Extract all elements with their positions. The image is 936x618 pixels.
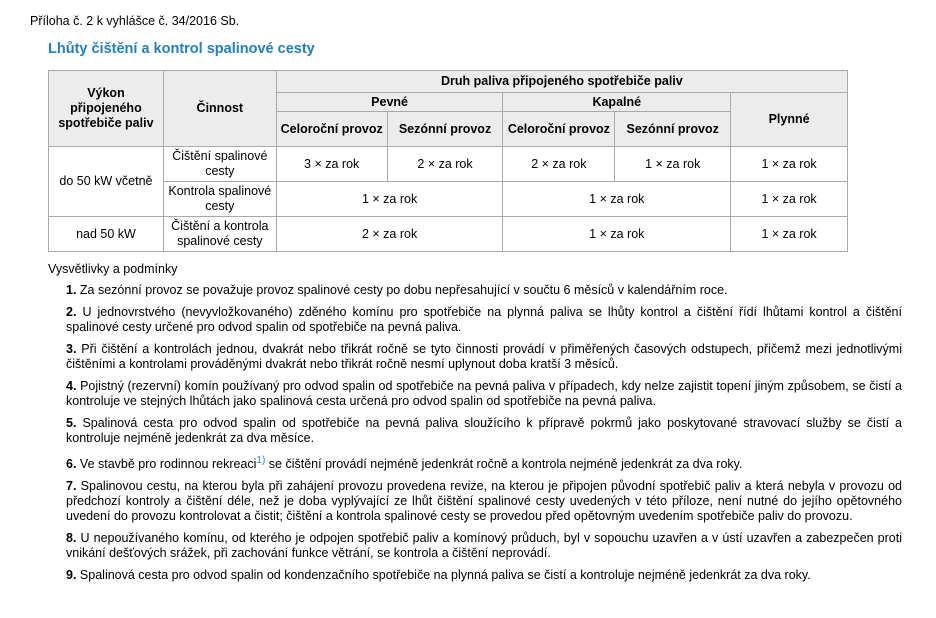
- table-cell: 1 × za rok: [731, 217, 848, 252]
- table-cell: 2 × za rok: [276, 217, 503, 252]
- sub-header-solid-yearround: Celoroční provoz: [276, 112, 387, 147]
- document-header: Příloha č. 2 k vyhlášce č. 34/2016 Sb.: [30, 14, 240, 28]
- table-cell: 1 × za rok: [503, 217, 731, 252]
- row-label-over-50kw: nad 50 kW: [49, 217, 164, 252]
- table-cell: 1 × za rok: [731, 182, 848, 217]
- col-header-output: Výkon připojeného spotřebiče paliv: [49, 71, 164, 147]
- note-item: 1. Za sezónní provoz se považuje provoz spalinové cesty po dobu nepřesahující v součtu 6 měsíců v kalendářním roce.: [66, 283, 728, 297]
- group-header-liquid: Kapalné: [503, 93, 731, 112]
- note-item: 8. U nepoužívaného komínu, od kterého je odpojen spotřebič paliv a komínový průduch, byl v sopouchu uzavřen a v ústí uzavřen a zabezpečen proti vnikání dešťových srážek, při zachování funkce větrání, se kontrola a čištění neprovádí.: [66, 531, 902, 561]
- note-item: 3. Při čištění a kontrolách jednou, dvakrát nebo třikrát ročně se tyto činnosti provádí v přiměřených časových odstupech, přičemž mezi jednotlivými čištěními a kontrolami prováděnými dvakrát nebo třikrát ročně nesmí uplynout doba kratší 3 měsíců.: [66, 342, 902, 371]
- activity-cleaning-inspection: Čištění a kontrola spalinové cesty: [163, 217, 276, 252]
- group-header-solid: Pevné: [276, 93, 503, 112]
- col-header-fuel-type: Druh paliva připojeného spotřebiče paliv: [276, 71, 847, 93]
- note-item: 4. Pojistný (rezervní) komín používaný pro odvod spalin od spotřebiče na pevná paliva v případech, kdy nelze zajistit topení jiným způsobem, se čistí a kontroluje ve stejných lhůtách jako spalinová cesta určená pro odvod spalin od spotřebiče na pevná paliva.: [66, 379, 902, 408]
- table-cell: 1 × za rok: [615, 147, 731, 182]
- row-label-under-50kw: do 50 kW včetně: [49, 147, 164, 217]
- sub-header-liquid-yearround: Celoroční provoz: [503, 112, 615, 147]
- page-title: Lhůty čištění a kontrol spalinové cesty: [48, 41, 315, 57]
- table-cell: 1 × za rok: [276, 182, 503, 217]
- note-item: 2. U jednovrstvého (nevyvložkovaného) zděného komínu pro spotřebiče na plynná paliva se lhůty kontrol a čištění řídí lhůtami kontrol a čištění spalinové cesty určené pro odvod spalin od spotřebiče na pevná paliva.: [66, 305, 902, 334]
- table-cell: 1 × za rok: [503, 182, 731, 217]
- note-item: 5. Spalinová cesta pro odvod spalin od spotřebiče na pevná paliva sloužícího k přípravě pokrmů jako poskytované stravovací služby se čistí a kontroluje nejméně jedenkrát za dva měsíce.: [66, 416, 902, 445]
- activity-cleaning: Čištění spalinové cesty: [163, 147, 276, 182]
- activity-inspection: Kontrola spalinové cesty: [163, 182, 276, 217]
- note-item: 7. Spalinovou cestu, na kterou byla při zahájení provozu provedena revize, na kterou je připojen původní spotřebič paliv a která nebyla v provozu od předchozí kontroly a čištění déle, než je doba vyplývající ze lhůt čištění spalinové cesty uvedených v této příloze, není nutné do jejího opětovného uvedení do provozu kontrolovat a čistit; čištění a kontrola spalinové cesty se provedou před opětovným uvedením spotřebiče paliv do provozu.: [66, 479, 902, 524]
- notes-heading: Vysvětlivky a podmínky: [48, 262, 178, 276]
- table-cell: 3 × za rok: [276, 147, 387, 182]
- note-item: 9. Spalinová cesta pro odvod spalin od kondenzačního spotřebiče na plynná paliva se čistí a kontroluje nejméně jedenkrát za dva roky.: [66, 568, 811, 583]
- col-header-gas: Plynné: [731, 93, 848, 147]
- notes-list: [66, 283, 902, 590]
- sub-header-liquid-seasonal: Sezónní provoz: [615, 112, 731, 147]
- col-header-activity: Činnost: [163, 71, 276, 147]
- note-item: 6. Ve stavbě pro rodinnou rekreaci$^{1)}$ se čištění provádí nejméně jedenkrát ročně a kontrola nejméně jedenkrát za dva roky.: [66, 455, 743, 472]
- footnote-link[interactable]: 1): [256, 455, 266, 466]
- table-cell: 2 × za rok: [387, 147, 503, 182]
- sub-header-solid-seasonal: Sezónní provoz: [387, 112, 503, 147]
- table-cell: 1 × za rok: [731, 147, 848, 182]
- cleaning-intervals-table: [48, 70, 848, 252]
- table-cell: 2 × za rok: [503, 147, 615, 182]
